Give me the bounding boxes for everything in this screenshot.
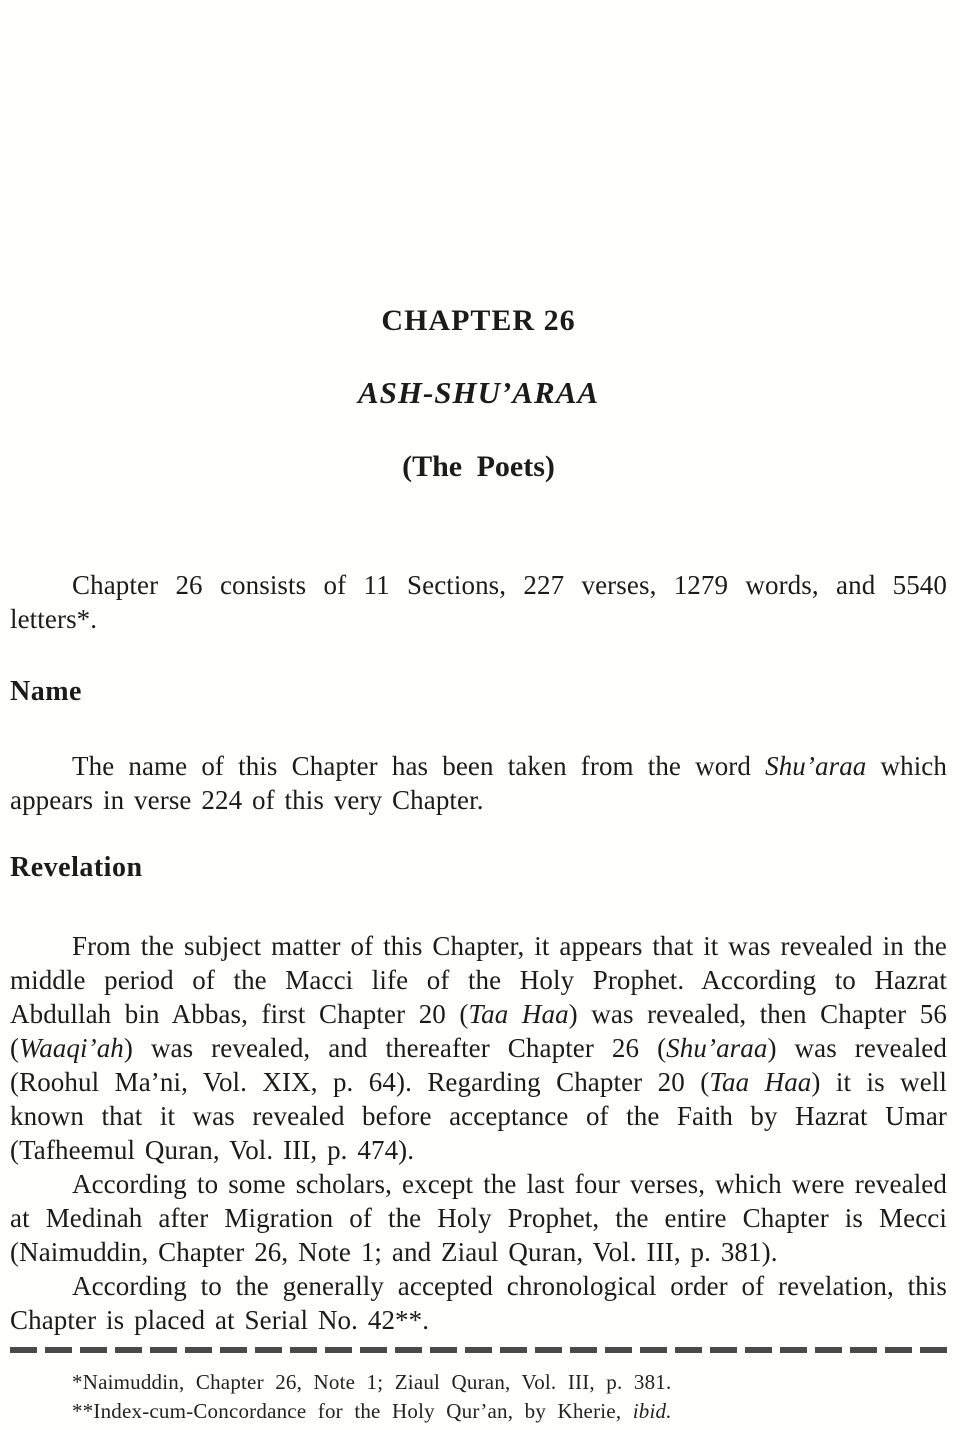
revelation-paragraph-3: According to the generally accepted chronological order of revelation, this Chapter is placed at Serial No. 42**. xyxy=(10,1271,947,1335)
footnote-separator-rule xyxy=(10,1347,947,1353)
chapter-translation-heading: (The Poets) xyxy=(402,450,555,483)
name-paragraph: The name of this Chapter has been taken from the word Shu’araa which appears in verse 224 of this very Chapter. xyxy=(10,751,947,815)
footnote-2: **Index-cum-Concordance for the Holy Qur’an, by Kherie, ibid. xyxy=(72,1399,672,1423)
section-heading-revelation: Revelation xyxy=(10,852,143,883)
revelation-paragraph-1: From the subject matter of this Chapter, it appears that it was revealed in the middle period of the Macci life of the Holy Prophet. According to Hazrat Abdullah bin Abbas, first Chapter 20 (Taa Haa) was revealed, then Chapter 56 (Waaqi’ah) was revealed, and thereafter Chapter 26 (Shu’araa) was revealed (Roohul Ma’ni, Vol. XIX, p. 64). Regarding Chapter 20 (Taa Haa) it is well known that it was revealed before acceptance of the Faith by Hazrat Umar (Tafheemul Quran, Vol. III, p. 474). xyxy=(10,931,947,1165)
revelation-paragraph-2: According to some scholars, except the last four verses, which were revealed at Medinah after Migration of the Holy Prophet, the entire Chapter is Mecci (Naimuddin, Chapter 26, Note 1; and Ziaul Quran, Vol. III, p. 381). xyxy=(10,1169,947,1267)
chapter-number-heading: CHAPTER 26 xyxy=(381,304,576,337)
intro-paragraph: Chapter 26 consists of 11 Sections, 227 verses, 1279 words, and 5540 letters*. xyxy=(10,570,947,634)
chapter-transliteration-heading: ASH-SHU’ARAA xyxy=(357,375,600,410)
footnote-1: *Naimuddin, Chapter 26, Note 1; Ziaul Quran, Vol. III, p. 381. xyxy=(72,1370,672,1394)
section-heading-name: Name xyxy=(10,676,82,707)
